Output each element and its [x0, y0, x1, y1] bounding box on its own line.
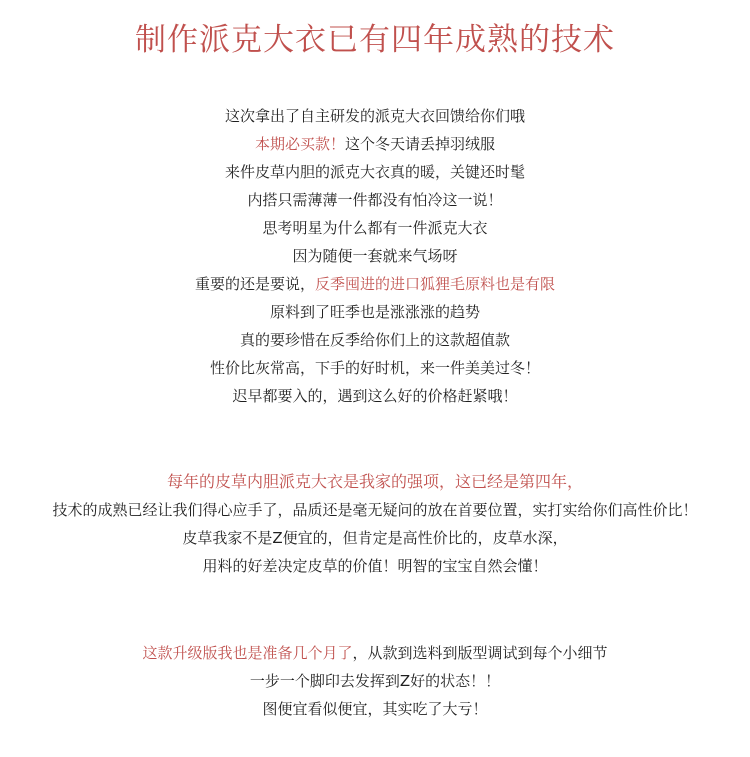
highlight-text: 每年的皮草内胆派克大衣是我家的强项，这已经是第四年，: [166, 472, 583, 491]
text-line: 技术的成熟已经让我们得心应手了，品质还是毫无疑问的放在首要位置，实打实给你们高性价比！: [52, 501, 698, 519]
quality-section: [0, 468, 750, 580]
text-span: 重要的还是要说，: [194, 275, 315, 293]
text-line: 因为随便一套就来气场呀: [292, 247, 458, 265]
text-line: 图便宜看似便宜，其实吃了大亏！: [262, 700, 488, 718]
text-span: ，从款到选料到版型调试到每个小细节: [352, 644, 608, 662]
text-line: 内搭只需薄薄一件都没有怕冷这一说！: [247, 191, 503, 209]
text-line: 这次拿出了自主研发的派克大衣回馈给你们哦: [224, 107, 525, 125]
text-line: 性价比灰常高，下手的好时机，来一件美美过冬！: [209, 359, 540, 377]
highlight-text: 这款升级版我也是准备几个月了: [142, 644, 353, 662]
upgrade-section: [0, 639, 750, 723]
text-line: 用料的好差决定皮草的价值！明智的宝宝自然会懂！: [202, 557, 548, 575]
text-line: 来件皮草内胆的派克大衣真的暖，关键还时髦: [224, 163, 525, 181]
highlight-text: 反季囤进的进口狐狸毛原料也是有限: [315, 275, 556, 293]
text-line: 真的要珍惜在反季给你们上的这款超值款: [239, 331, 510, 349]
highlight-text: 本期必买款！: [254, 135, 345, 153]
text-line: [0, 639, 750, 667]
text-line: 迟早都要入的，遇到这么好的价格赶紧哦！: [232, 387, 518, 405]
intro-section: [0, 102, 750, 410]
text-line: 皮草我家不是Z便宜的，但肯定是高性价比的，皮草水深，: [182, 529, 568, 547]
text-line: 思考明星为什么都有一件派克大衣: [262, 219, 488, 237]
text-line: 一步一个脚印去发挥到Z好的状态！！: [249, 672, 501, 690]
text-line: 原料到了旺季也是涨涨涨的趋势: [269, 303, 480, 321]
page-title: 制作派克大衣已有四年成熟的技术: [135, 22, 615, 58]
text-line: [0, 270, 750, 298]
text-span: 这个冬天请丢掉羽绒服: [345, 135, 496, 153]
text-line: [0, 130, 750, 158]
